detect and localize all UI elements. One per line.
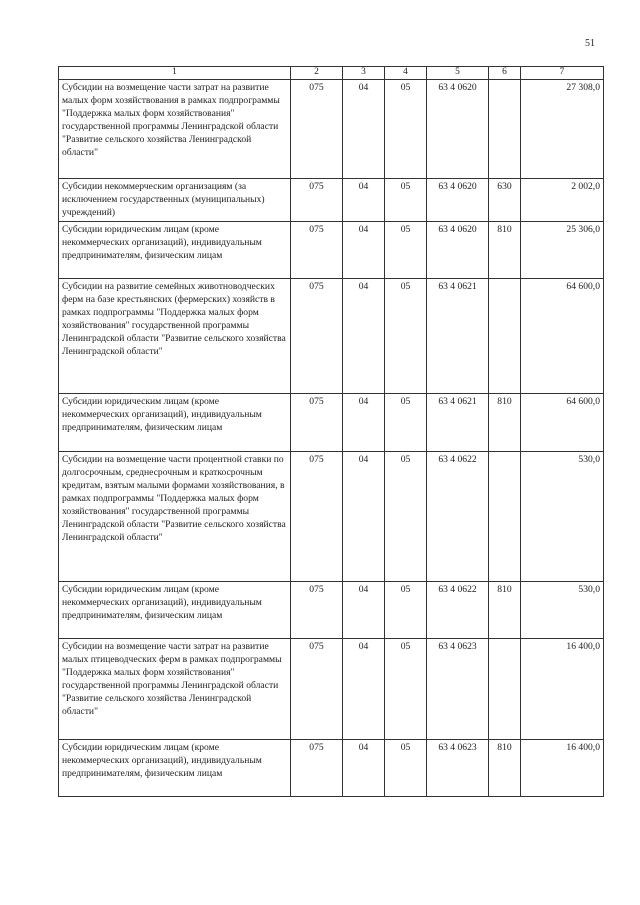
expense-type [489,80,521,179]
section-code: 04 [343,222,385,279]
admin-code: 075 [291,222,343,279]
subsection-code: 05 [385,394,427,452]
target-code: 63 4 0621 [427,394,489,452]
amount: 2 002,0 [521,179,604,222]
column-header: 5 [427,67,489,80]
column-header: 3 [343,67,385,80]
subsection-code: 05 [385,279,427,394]
section-code: 04 [343,452,385,582]
row-description: Субсидии юридическим лицам (кроме некоммерческих организаций), индивидуальным предпринимателям, физическим лицам [59,582,291,639]
target-code: 63 4 0623 [427,639,489,740]
row-description: Субсидии некоммерческим организациям (за исключением государственных (муниципальных) учреждений) [59,179,291,222]
target-code: 63 4 0622 [427,582,489,639]
column-header: 6 [489,67,521,80]
amount: 16 400,0 [521,740,604,797]
row-description: Субсидии на возмещение части затрат на развитие малых форм хозяйствования в рамках подпрограммы "Поддержка малых форм хозяйствования" государственной программы Ленинградской области "Развитие сельского хозяйства Ленинградской области" [59,80,291,179]
row-description: Субсидии юридическим лицам (кроме некоммерческих организаций), индивидуальным предпринимателям, физическим лицам [59,394,291,452]
admin-code: 075 [291,179,343,222]
amount: 530,0 [521,452,604,582]
amount: 27 308,0 [521,80,604,179]
table-row [59,179,604,222]
expense-type: 810 [489,582,521,639]
table-row [59,639,604,740]
table-row [59,394,604,452]
expense-type: 630 [489,179,521,222]
table-header-row [59,67,604,80]
subsection-code: 05 [385,179,427,222]
admin-code: 075 [291,639,343,740]
subsection-code: 05 [385,452,427,582]
target-code: 63 4 0620 [427,80,489,179]
column-header: 7 [521,67,604,80]
table-row [59,80,604,179]
expense-type: 810 [489,394,521,452]
section-code: 04 [343,639,385,740]
section-code: 04 [343,279,385,394]
expense-type [489,279,521,394]
table-row [59,582,604,639]
section-code: 04 [343,80,385,179]
expense-type: 810 [489,222,521,279]
admin-code: 075 [291,452,343,582]
section-code: 04 [343,740,385,797]
expense-type: 810 [489,740,521,797]
subsection-code: 05 [385,222,427,279]
admin-code: 075 [291,394,343,452]
column-header: 4 [385,67,427,80]
admin-code: 075 [291,740,343,797]
row-description: Субсидии юридическим лицам (кроме некоммерческих организаций), индивидуальным предпринимателям, физическим лицам [59,740,291,797]
subsection-code: 05 [385,639,427,740]
admin-code: 075 [291,582,343,639]
amount: 64 600,0 [521,394,604,452]
table-row [59,222,604,279]
admin-code: 075 [291,279,343,394]
target-code: 63 4 0622 [427,452,489,582]
budget-table [58,66,604,797]
table-row [59,740,604,797]
amount: 25 306,0 [521,222,604,279]
amount: 16 400,0 [521,639,604,740]
row-description: Субсидии на возмещение части затрат на развитие малых птицеводческих ферм в рамках подпрограммы "Поддержка малых форм хозяйствования" государственной программы Ленинградской области "Развитие сельского хозяйства Ленинградской области" [59,639,291,740]
target-code: 63 4 0621 [427,279,489,394]
column-header: 1 [59,67,291,80]
subsection-code: 05 [385,80,427,179]
row-description: Субсидии юридическим лицам (кроме некоммерческих организаций), индивидуальным предпринимателям, физическим лицам [59,222,291,279]
page-number: 51 [585,38,595,49]
target-code: 63 4 0620 [427,179,489,222]
subsection-code: 05 [385,582,427,639]
column-header: 2 [291,67,343,80]
table-row [59,279,604,394]
table-row [59,452,604,582]
expense-type [489,452,521,582]
target-code: 63 4 0620 [427,222,489,279]
admin-code: 075 [291,80,343,179]
subsection-code: 05 [385,740,427,797]
section-code: 04 [343,582,385,639]
expense-type [489,639,521,740]
amount: 530,0 [521,582,604,639]
row-description: Субсидии на возмещение части процентной ставки по долгосрочным, среднесрочным и краткосрочным кредитам, взятым малыми формами хозяйствования, в рамках подпрограммы "Поддержка малых форм хозяйствования" государственной программы Ленинградской области "Развитие сельского хозяйства Ленинградской области" [59,452,291,582]
section-code: 04 [343,394,385,452]
section-code: 04 [343,179,385,222]
target-code: 63 4 0623 [427,740,489,797]
row-description: Субсидии на развитие семейных животноводческих ферм на базе крестьянских (фермерских) хозяйств в рамках подпрограммы "Поддержка малых форм хозяйствования" государственной программы Ленинградской области "Развитие сельского хозяйства Ленинградской области" [59,279,291,394]
amount: 64 600,0 [521,279,604,394]
